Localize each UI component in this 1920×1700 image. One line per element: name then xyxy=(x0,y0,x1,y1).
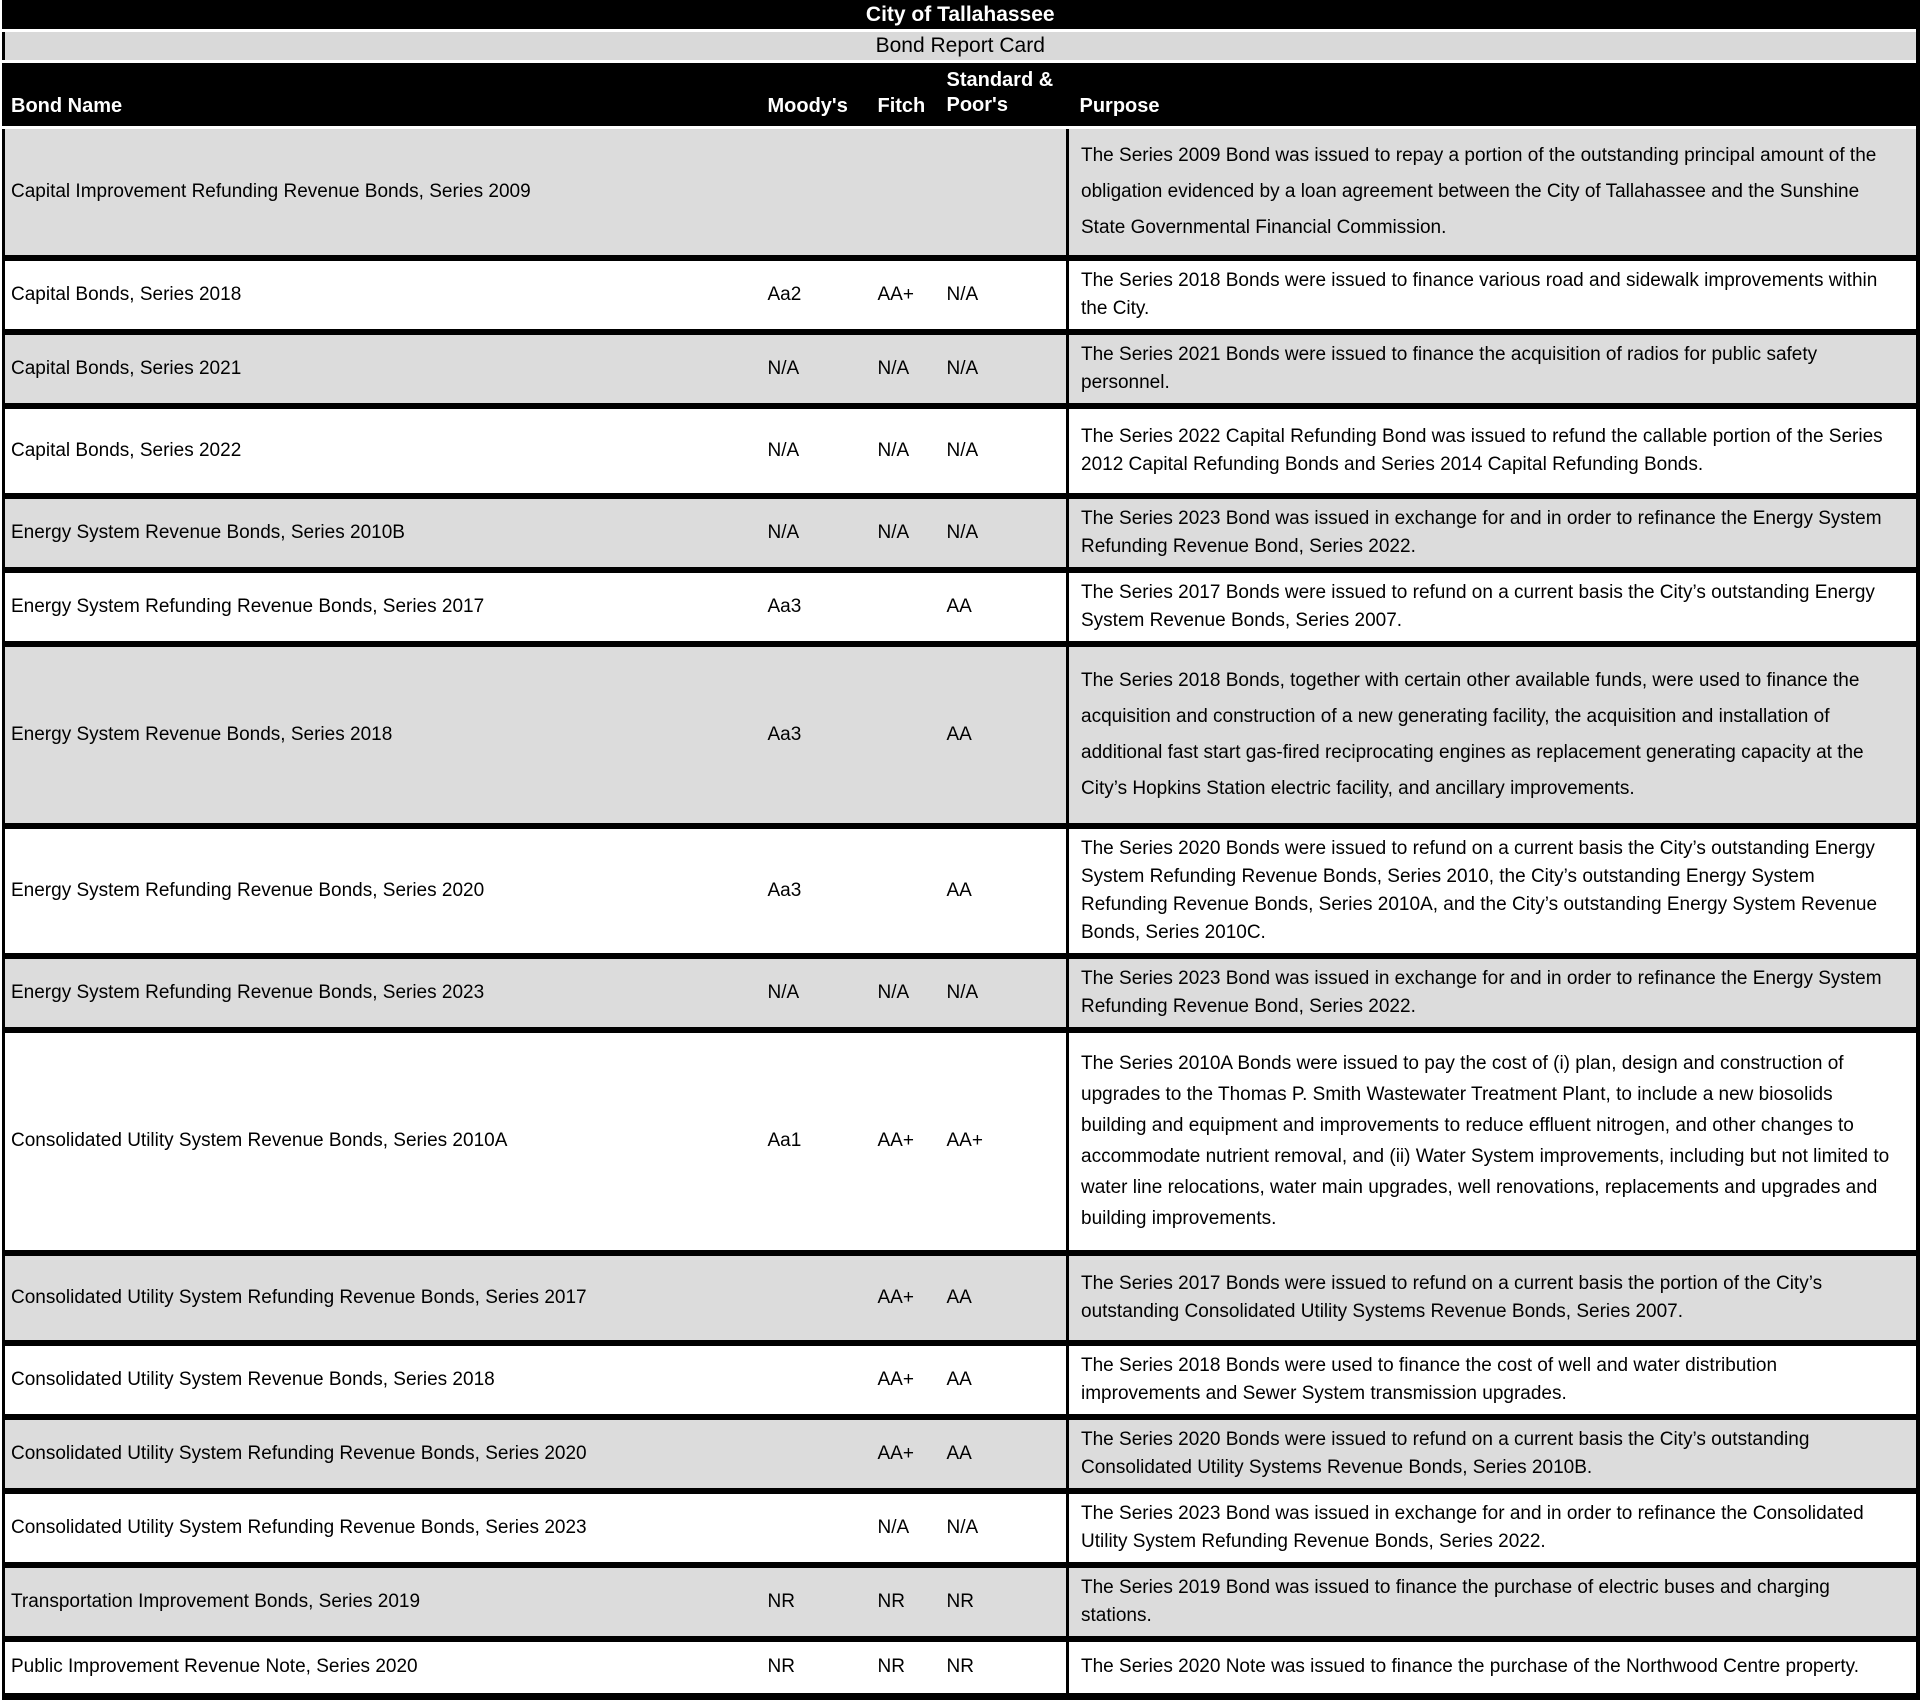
col-header-standard-poors xyxy=(941,62,1068,128)
purpose-cell: The Series 2021 Bonds were issued to finance the acquisition of radios for public safety personnel. xyxy=(1068,332,1918,406)
moodys-rating-cell: Aa3 xyxy=(762,826,872,956)
bond-name-cell: Energy System Revenue Bonds, Series 2010B xyxy=(4,496,762,570)
bond-table-row xyxy=(4,128,1918,258)
purpose-cell: The Series 2018 Bonds, together with certain other available funds, were used to finance the acquisition and construction of a new generating facility, the acquisition and installation of additional fast start gas-fired reciprocating engines as replacement generating capacity at the City’s Hopkins Station electric facility, and ancillary improvements. xyxy=(1068,644,1918,826)
moodys-rating-cell: N/A xyxy=(762,332,872,406)
standard-poors-label-line2: Poor's xyxy=(946,94,1008,116)
moodys-rating-cell: N/A xyxy=(762,406,872,496)
purpose-cell: The Series 2023 Bond was issued in exchange for and in order to refinance the Energy System Refunding Revenue Bond, Series 2022. xyxy=(1068,956,1918,1030)
standard-poors-rating-cell: AA xyxy=(941,1343,1068,1417)
fitch-rating-cell xyxy=(872,826,941,956)
standard-poors-label-line1: Standard & xyxy=(946,69,1054,91)
bond-name-cell: Energy System Refunding Revenue Bonds, Series 2017 xyxy=(4,570,762,644)
standard-poors-rating-cell: AA xyxy=(941,826,1068,956)
bond-name-cell: Public Improvement Revenue Note, Series 2020 xyxy=(4,1639,762,1697)
moodys-rating-cell xyxy=(762,1417,872,1491)
moodys-rating-cell: N/A xyxy=(762,496,872,570)
bond-name-cell: Capital Bonds, Series 2021 xyxy=(4,332,762,406)
standard-poors-rating-cell: N/A xyxy=(941,1491,1068,1565)
report-title: City of Tallahassee xyxy=(4,0,1918,31)
bond-table-row xyxy=(4,258,1918,332)
purpose-cell: The Series 2022 Capital Refunding Bond was issued to refund the callable portion of the Series 2012 Capital Refunding Bonds and Series 2014 Capital Refunding Bonds. xyxy=(1068,406,1918,496)
fitch-rating-cell: AA+ xyxy=(872,1253,941,1343)
purpose-cell: The Series 2023 Bond was issued in exchange for and in order to refinance the Consolidated Utility System Refunding Revenue Bonds, Series 2022. xyxy=(1068,1491,1918,1565)
purpose-cell: The Series 2023 Bond was issued in exchange for and in order to refinance the Energy System Refunding Revenue Bond, Series 2022. xyxy=(1068,496,1918,570)
bond-name-cell: Energy System Refunding Revenue Bonds, Series 2020 xyxy=(4,826,762,956)
bond-table-row xyxy=(4,570,1918,644)
bond-name-cell: Capital Bonds, Series 2018 xyxy=(4,258,762,332)
report-subtitle: Bond Report Card xyxy=(4,31,1918,62)
fitch-rating-cell: AA+ xyxy=(872,1030,941,1253)
fitch-rating-cell: AA+ xyxy=(872,258,941,332)
standard-poors-rating-cell: AA xyxy=(941,644,1068,826)
moodys-rating-cell xyxy=(762,128,872,258)
fitch-rating-cell: NR xyxy=(872,1565,941,1639)
report-subtitle-row xyxy=(4,31,1918,62)
standard-poors-rating-cell: NR xyxy=(941,1565,1068,1639)
bond-name-cell: Consolidated Utility System Refunding Revenue Bonds, Series 2020 xyxy=(4,1417,762,1491)
purpose-cell: The Series 2017 Bonds were issued to refund on a current basis the portion of the City’s outstanding Consolidated Utility Systems Revenue Bonds, Series 2007. xyxy=(1068,1253,1918,1343)
report-title-row xyxy=(4,0,1918,31)
bond-name-cell: Consolidated Utility System Revenue Bonds, Series 2010A xyxy=(4,1030,762,1253)
purpose-cell: The Series 2019 Bond was issued to finance the purchase of electric buses and charging stations. xyxy=(1068,1565,1918,1639)
standard-poors-rating-cell: AA+ xyxy=(941,1030,1068,1253)
bond-table-row xyxy=(4,1639,1918,1697)
standard-poors-rating-cell: N/A xyxy=(941,496,1068,570)
purpose-cell: The Series 2017 Bonds were issued to refund on a current basis the City’s outstanding Energy System Revenue Bonds, Series 2007. xyxy=(1068,570,1918,644)
bond-name-cell: Energy System Refunding Revenue Bonds, Series 2023 xyxy=(4,956,762,1030)
bond-name-cell: Energy System Revenue Bonds, Series 2018 xyxy=(4,644,762,826)
purpose-cell: The Series 2020 Bonds were issued to refund on a current basis the City’s outstanding Consolidated Utility Systems Revenue Bonds, Series 2010B. xyxy=(1068,1417,1918,1491)
bond-table-row xyxy=(4,826,1918,956)
col-header-purpose: Purpose xyxy=(1068,62,1918,128)
bond-name-cell: Transportation Improvement Bonds, Series 2019 xyxy=(4,1565,762,1639)
standard-poors-rating-cell: AA xyxy=(941,570,1068,644)
fitch-rating-cell: NR xyxy=(872,1639,941,1697)
bond-table-row xyxy=(4,496,1918,570)
purpose-cell: The Series 2009 Bond was issued to repay a portion of the outstanding principal amount of the obligation evidenced by a loan agreement between the City of Tallahassee and the Sunshine State Governmental Financial Commission. xyxy=(1068,128,1918,258)
bond-name-cell: Consolidated Utility System Refunding Revenue Bonds, Series 2017 xyxy=(4,1253,762,1343)
fitch-rating-cell: AA+ xyxy=(872,1417,941,1491)
fitch-rating-cell: N/A xyxy=(872,496,941,570)
purpose-cell: The Series 2018 Bonds were issued to finance various road and sidewalk improvements within the City. xyxy=(1068,258,1918,332)
moodys-rating-cell: Aa3 xyxy=(762,644,872,826)
fitch-rating-cell: AA+ xyxy=(872,1343,941,1417)
col-header-moodys: Moody's xyxy=(762,62,872,128)
col-header-bond-name: Bond Name xyxy=(4,62,762,128)
bond-table-row xyxy=(4,1253,1918,1343)
bond-name-cell: Capital Improvement Refunding Revenue Bonds, Series 2009 xyxy=(4,128,762,258)
bond-table-row xyxy=(4,1417,1918,1491)
bond-table-row xyxy=(4,1343,1918,1417)
moodys-rating-cell: Aa2 xyxy=(762,258,872,332)
standard-poors-rating-cell: N/A xyxy=(941,956,1068,1030)
moodys-rating-cell: Aa1 xyxy=(762,1030,872,1253)
bond-name-cell: Consolidated Utility System Revenue Bonds, Series 2018 xyxy=(4,1343,762,1417)
column-header-row xyxy=(4,62,1918,128)
bond-table-row xyxy=(4,644,1918,826)
bond-table-row xyxy=(4,1565,1918,1639)
standard-poors-rating-cell: N/A xyxy=(941,332,1068,406)
moodys-rating-cell: Aa3 xyxy=(762,570,872,644)
standard-poors-rating-cell xyxy=(941,128,1068,258)
standard-poors-rating-cell: NR xyxy=(941,1639,1068,1697)
standard-poors-rating-cell: N/A xyxy=(941,406,1068,496)
bond-name-cell: Capital Bonds, Series 2022 xyxy=(4,406,762,496)
fitch-rating-cell: N/A xyxy=(872,332,941,406)
moodys-rating-cell xyxy=(762,1253,872,1343)
fitch-rating-cell xyxy=(872,644,941,826)
standard-poors-rating-cell: AA xyxy=(941,1417,1068,1491)
bond-table-row xyxy=(4,332,1918,406)
fitch-rating-cell xyxy=(872,570,941,644)
bond-table-row xyxy=(4,1030,1918,1253)
purpose-cell: The Series 2020 Note was issued to finance the purchase of the Northwood Centre property. xyxy=(1068,1639,1918,1697)
col-header-fitch: Fitch xyxy=(872,62,941,128)
bond-table-row xyxy=(4,406,1918,496)
standard-poors-rating-cell: N/A xyxy=(941,258,1068,332)
bond-table-row xyxy=(4,956,1918,1030)
moodys-rating-cell: N/A xyxy=(762,956,872,1030)
fitch-rating-cell xyxy=(872,128,941,258)
purpose-cell: The Series 2010A Bonds were issued to pay the cost of (i) plan, design and construction of upgrades to the Thomas P. Smith Wastewater Treatment Plant, to include a new biosolids building and equipment and improvements to reduce effluent nitrogen, and other changes to accommodate nutrient removal, and (ii) Water System improvements, including but not limited to water line relocations, water main upgrades, well renovations, replacements and upgrades and building improvements. xyxy=(1068,1030,1918,1253)
purpose-cell: The Series 2018 Bonds were used to finance the cost of well and water distribution improvements and Sewer System transmission upgrades. xyxy=(1068,1343,1918,1417)
fitch-rating-cell: N/A xyxy=(872,1491,941,1565)
purpose-cell: The Series 2020 Bonds were issued to refund on a current basis the City’s outstanding Energy System Refunding Revenue Bonds, Series 2010, the City’s outstanding Energy System Refunding Revenue Bonds, Series 2010A, and the City’s outstanding Energy System Revenue Bonds, Series 2010C. xyxy=(1068,826,1918,956)
bond-name-cell: Consolidated Utility System Refunding Revenue Bonds, Series 2023 xyxy=(4,1491,762,1565)
standard-poors-rating-cell: AA xyxy=(941,1253,1068,1343)
bond-table-row xyxy=(4,1491,1918,1565)
fitch-rating-cell: N/A xyxy=(872,406,941,496)
moodys-rating-cell xyxy=(762,1491,872,1565)
bond-report-card-table xyxy=(2,0,1920,1700)
fitch-rating-cell: N/A xyxy=(872,956,941,1030)
moodys-rating-cell: NR xyxy=(762,1639,872,1697)
moodys-rating-cell: NR xyxy=(762,1565,872,1639)
moodys-rating-cell xyxy=(762,1343,872,1417)
